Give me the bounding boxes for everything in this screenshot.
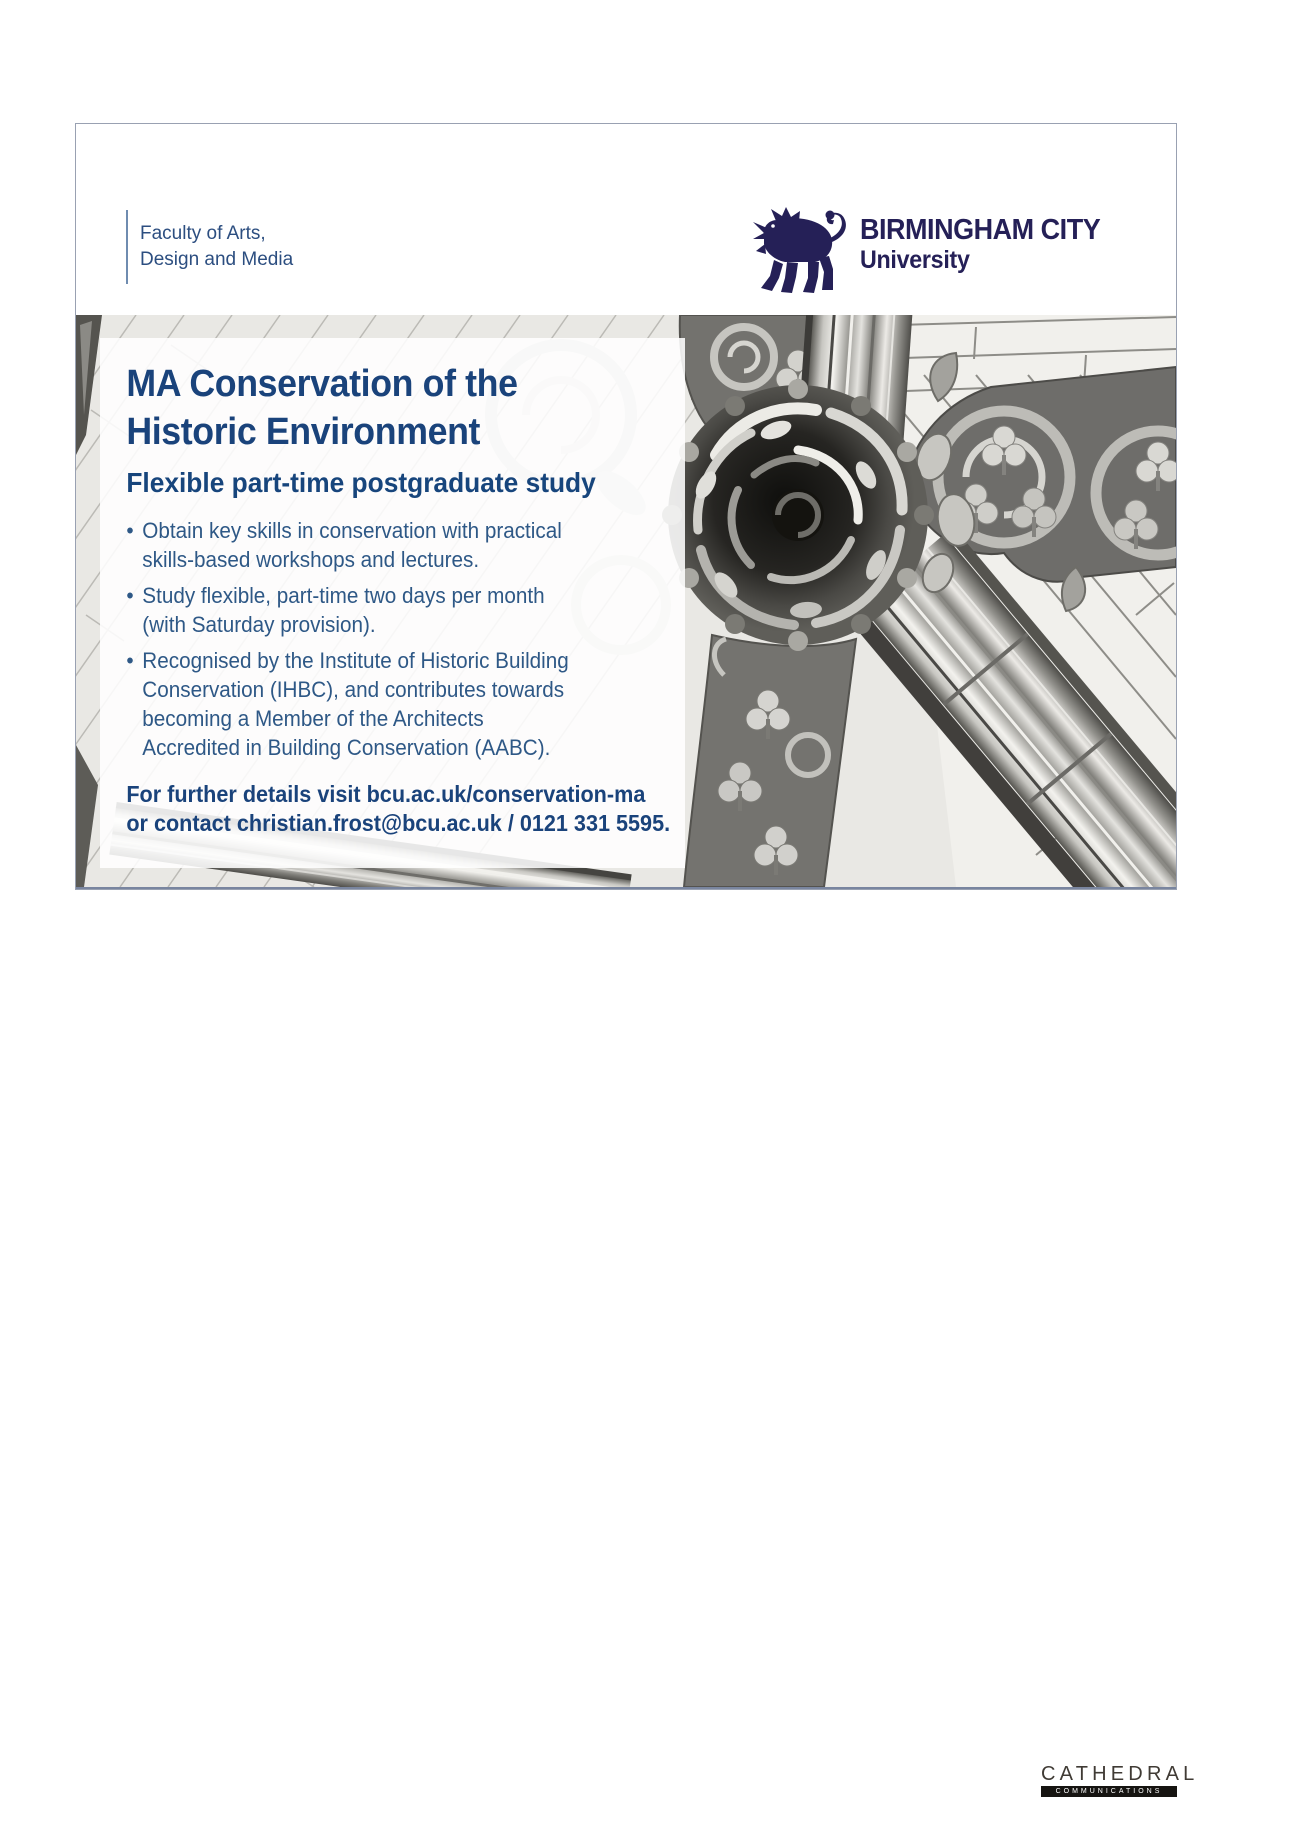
faculty-block (126, 210, 293, 284)
ad-title-line1: MA Conservation of the (126, 363, 518, 405)
contact-line2: or contact christian.frost@bcu.ac.uk / 0121 331 5595. (126, 810, 671, 836)
advert-border-box (75, 123, 1177, 890)
bullet2-line1: Study flexible, part-time two days per month (142, 583, 545, 608)
lion-eye (771, 224, 775, 228)
cathedral-ceiling-photo (76, 315, 1176, 889)
faculty-line2: Design and Media (140, 249, 294, 270)
bullet-icon: • (126, 583, 134, 608)
bullet3-line2: Conservation (IHBC), and contributes towards (142, 677, 565, 702)
bullet2-line2: (with Saturday provision). (142, 612, 376, 637)
publisher-logo (1041, 1763, 1199, 1797)
university-wordmark (860, 214, 1100, 274)
bullet-icon: • (126, 518, 134, 543)
bullet3-line3: becoming a Member of the Architects (142, 706, 484, 731)
publisher-bar (1041, 1786, 1177, 1797)
bullet3-line4: Accredited in Building Conservation (AABC). (142, 735, 551, 760)
bullet1-line1: Obtain key skills in conservation with practical (142, 518, 562, 543)
list-item (126, 516, 650, 574)
publisher-name: CATHEDRAL (1041, 1763, 1199, 1785)
publisher-sub: COMMUNICATIONS (1055, 1788, 1163, 1795)
contact-line1: For further details visit bcu.ac.uk/conservation-ma (126, 781, 646, 807)
university-sub: University (860, 246, 970, 274)
faculty-line1: Faculty of Arts, (140, 223, 266, 244)
feature-list (126, 516, 650, 762)
list-item (126, 581, 650, 639)
university-name: BIRMINGHAM CITY (860, 214, 1101, 246)
ad-subtitle: Flexible part-time postgraduate study (126, 467, 596, 498)
bullet-icon: • (126, 648, 134, 673)
list-item (126, 646, 650, 762)
bullet1-line2: skills-based workshops and lectures. (142, 547, 480, 572)
ad-title-line2: Historic Environment (126, 411, 481, 453)
contact-block (126, 780, 671, 838)
text-overlay-panel (100, 338, 685, 868)
university-logo (752, 206, 1142, 298)
bullet3-line1: Recognised by the Institute of Historic Building (142, 648, 569, 673)
lion-rampant-icon (752, 206, 856, 298)
